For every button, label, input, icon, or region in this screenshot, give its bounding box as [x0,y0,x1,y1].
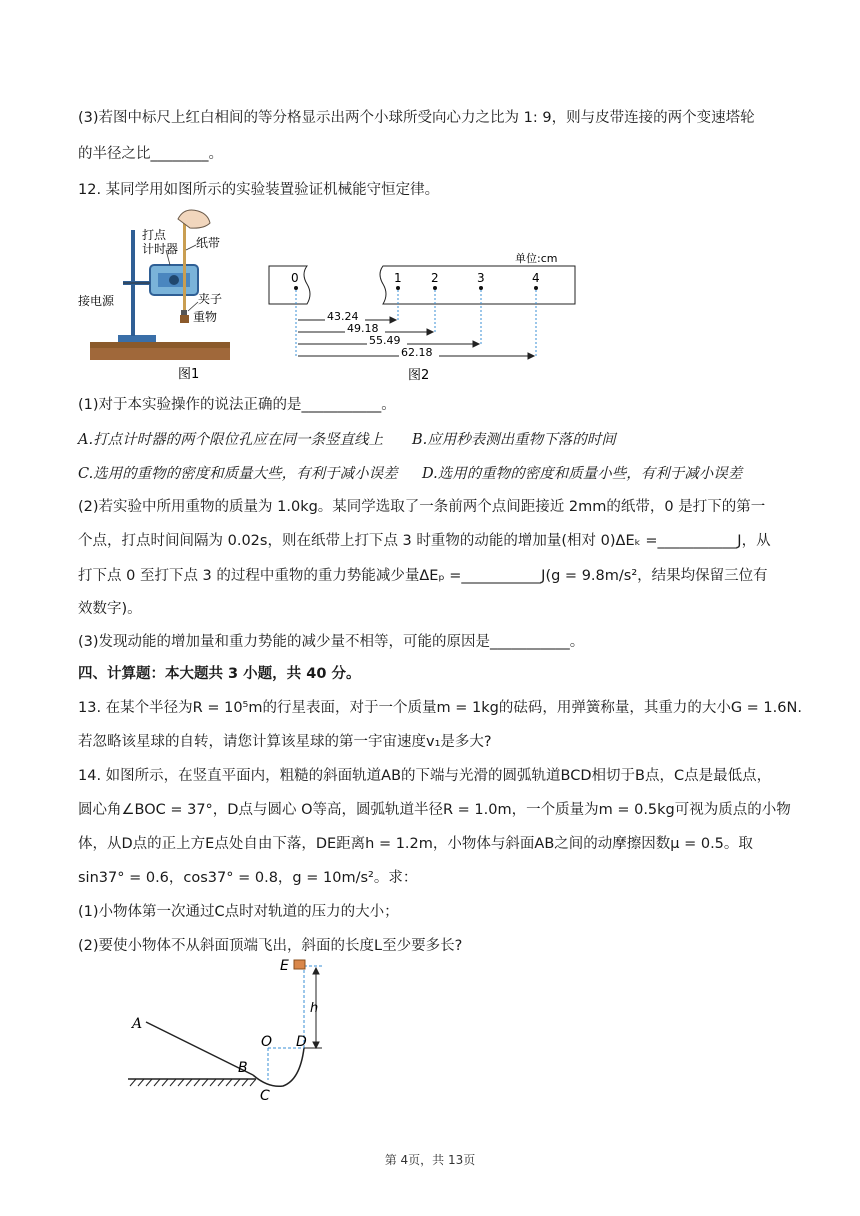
tape-point-2 [433,286,437,290]
q12-part2-line3: 打下点 0 至打下点 3 的过程中重物的重力势能减少量ΔEₚ =___________J(g = 9.8m/s²，结果均保留三位有 [78,568,768,584]
tape-unit: 单位:cm [515,252,558,265]
q12-option-b: B.应用秒表测出重物下落的时间 [412,432,616,448]
table-top [90,342,230,348]
tape-label-3: 3 [477,271,485,285]
q14-line3: 体，从D点的正上方E点处自由下落，DE距离h = 1.2m，小物体与斜面AB之间的动摩擦因数μ = 0.5。取 [78,836,753,852]
q12-part1: (1)对于本实验操作的说法正确的是___________。 [78,397,396,413]
block-e [294,960,305,969]
fig3-track [118,952,358,1112]
q12-part2-line4: 效数字)。 [78,601,142,617]
arc-bcd [253,1048,304,1086]
tape-dist-4: 62.18 [401,346,433,359]
fig1-label-timer2: 计时器 [142,242,179,256]
label-a: A [132,1016,143,1032]
table-body [90,348,230,360]
q12-stem: 12. 某同学用如图所示的实验装置验证机械能守恒定律。 [78,182,440,198]
tape-dist-1: 43.24 [327,310,359,323]
hand-shape [178,210,210,228]
q12-option-a: A.打点计时器的两个限位孔应在同一条竖直线上 [78,432,384,448]
section-heading: 四、计算题：本大题共 3 小题，共 40 分。 [78,666,361,682]
fig2-caption: 图2 [408,368,430,383]
fig2-tape [265,248,585,386]
label-b: B [238,1060,248,1076]
q14-part1: (1)小物体第一次通过C点时对轨道的压力的大小； [78,904,399,920]
q12-part2-line2: 个点，打点时间间隔为 0.02s，则在纸带上打下点 3 时重物的动能的增加量(相对 0)ΔEₖ =___________J，从 [78,533,771,549]
q11-part3-line2: 的半径之比________。 [78,146,223,162]
q14-line1: 14. 如图所示，在竖直平面内，粗糙的斜面轨道AB的下端与光滑的圆弧轨道BCD相切于B点，C点是最低点， [78,768,772,784]
tape-label-1: 1 [394,271,402,285]
tape-point-1 [396,286,400,290]
tape-point-3 [479,286,483,290]
tape-label-4: 4 [532,271,540,285]
fig1-label-power: 接电源 [78,294,115,308]
tape-dist-2: 49.18 [347,322,379,335]
fig1-label-weight: 重物 [193,310,218,324]
weight-block [180,315,189,323]
label-o: O [261,1034,273,1050]
q12-option-d: D.选用的重物的密度和质量小些，有利于减小误差 [422,466,743,482]
label-c: C [260,1088,270,1104]
q13-line2: 若忽略该星球的自转，请您计算该星球的第一宇宙速度v₁是多大? [78,734,492,750]
q14-line2: 圆心角∠BOC = 37°，D点与圆心 O等高，圆弧轨道半径R = 1.0m，一个质量为m = 0.5kg可视为质点的小物 [78,802,791,818]
q12-part2-line1: (2)若实验中所用重物的质量为 1.0kg。某同学选取了一条前两个点间距接近 2mm的纸带，0 是打下的第一 [78,499,766,515]
q12-option-c: C.选用的重物的密度和质量大些，有利于减小误差 [78,466,398,482]
fig1-label-tape: 纸带 [196,236,221,250]
q12-part3: (3)发现动能的增加量和重力势能的减少量不相等，可能的原因是___________。 [78,634,585,650]
label-d: D [296,1034,307,1050]
stand-base [118,335,156,342]
q14-part2: (2)要使小物体不从斜面顶端飞出，斜面的长度L至少要多长? [78,938,463,954]
q14-line4: sin37° = 0.6，cos37° = 0.8，g = 10m/s²。求： [78,870,418,886]
fig1-apparatus [78,205,243,385]
tape-point-4 [534,286,538,290]
q11-part3-line1: (3)若图中标尺上红白相间的等分格显示出两个小球所受向心力之比为 1: 9，则与皮带连接的两个变速塔轮 [78,110,755,126]
tape-point-0 [294,286,298,290]
tape-label-2: 2 [431,271,439,285]
label-h: h [310,1001,319,1016]
fig1-label-clip: 夹子 [198,292,223,306]
label-e: E [280,958,289,974]
incline-ab [146,1022,253,1075]
fig1-caption: 图1 [178,367,200,382]
page-footer: 第 4页，共 13页 [384,1153,476,1167]
q13-line1: 13. 在某个半径为R = 10⁵m的行星表面，对于一个质量m = 1kg的砝码，用弹簧称量，其重力的大小G = 1.6N. [78,700,802,716]
tape-dist-3: 55.49 [369,334,401,347]
paper-tape [183,220,186,310]
tape-label-0: 0 [291,271,299,285]
fig1-label-timer: 打点 [142,228,167,242]
